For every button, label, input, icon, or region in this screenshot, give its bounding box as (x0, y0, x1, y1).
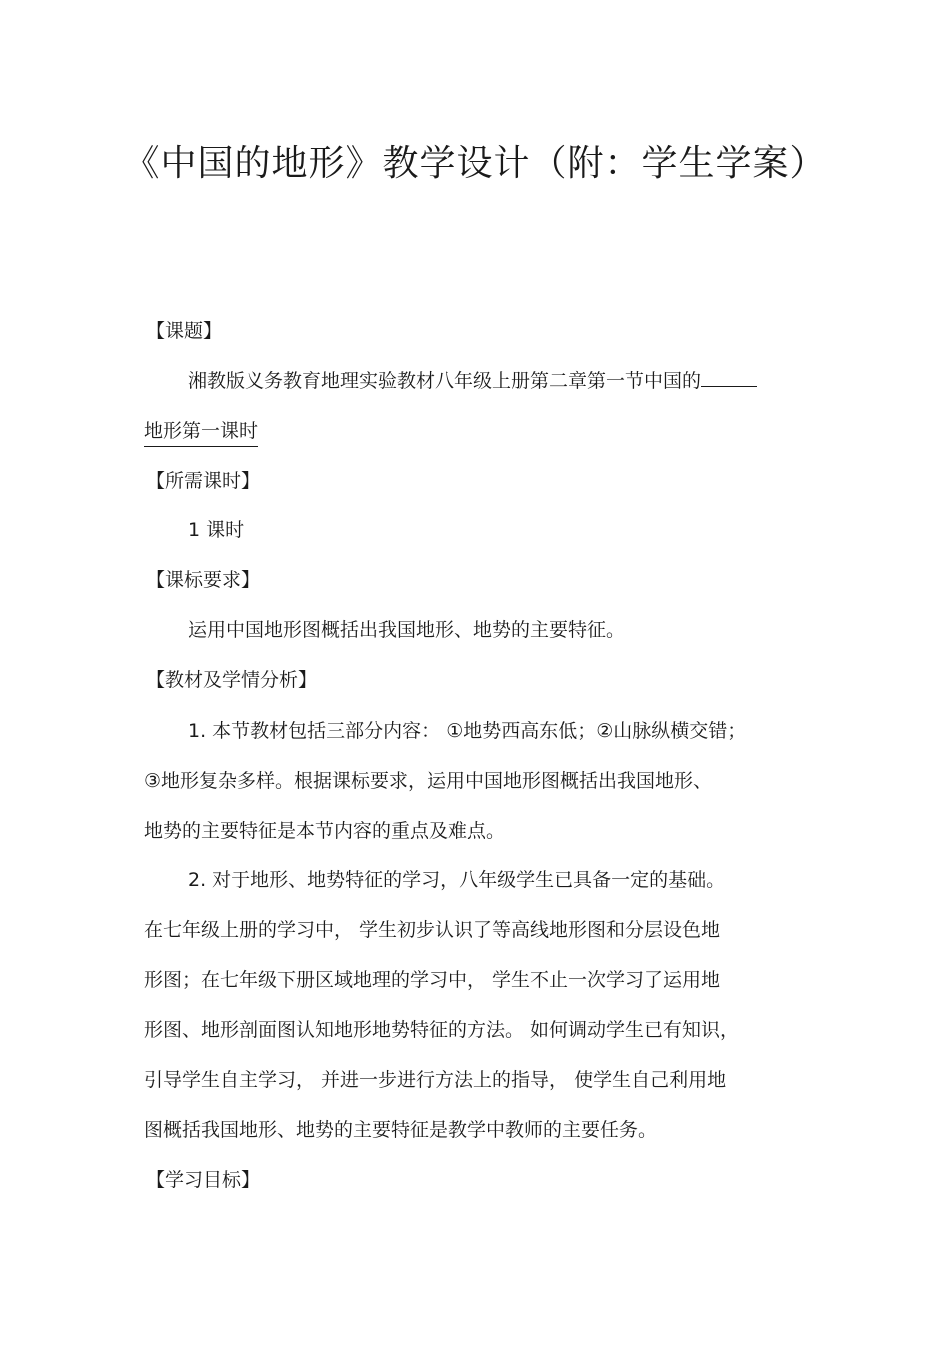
topic-text-2: 地形第一课时 (144, 416, 258, 447)
hours-value: 1 课时 (188, 519, 245, 541)
analysis-p1-line-2: ③地形复杂多样。根据课标要求，运用中国地形图概括出我国地形、 (144, 770, 713, 792)
hours-heading: 【所需课时】 (146, 470, 261, 492)
analysis-p2-line-6: 图概括我国地形、地势的主要特征是教学中教师的主要任务。 (144, 1119, 658, 1141)
topic-line-2 (144, 416, 258, 447)
objectives-heading: 【学习目标】 (146, 1169, 261, 1191)
underline-blank (701, 366, 757, 387)
analysis-p2-line-2: 在七年级上册的学习中， 学生初步认识了等高线地形图和分层设色地 (144, 919, 721, 941)
standard-text: 运用中国地形图概括出我国地形、地势的主要特征。 (188, 619, 626, 641)
analysis-p1-line-3: 地势的主要特征是本节内容的重点及难点。 (144, 820, 506, 842)
topic-heading: 【课题】 (146, 320, 223, 342)
analysis-p2-line-4: 形图、地形剖面图认知地形地势特征的方法。 如何调动学生已有知识， (144, 1019, 740, 1041)
analysis-p2-line-1: 2. 对于地形、地势特征的学习，八年级学生已具备一定的基础。 (188, 869, 726, 891)
analysis-heading: 【教材及学情分析】 (146, 669, 318, 691)
topic-line-1 (188, 366, 757, 396)
analysis-p1-line-1: 1. 本节教材包括三部分内容： ①地势西高东低；②山脉纵横交错； (188, 720, 747, 742)
analysis-p2-line-5: 引导学生自主学习， 并进一步进行方法上的指导， 使学生自己利用地 (144, 1069, 727, 1091)
analysis-p2-line-3: 形图；在七年级下册区域地理的学习中， 学生不止一次学习了运用地 (144, 969, 721, 991)
document-title: 《中国的地形》教学设计（附：学生学案） (123, 143, 827, 184)
topic-text-1: 湘教版义务教育地理实验教材八年级上册第二章第一节中国的 (188, 370, 702, 392)
standard-heading: 【课标要求】 (146, 569, 261, 591)
